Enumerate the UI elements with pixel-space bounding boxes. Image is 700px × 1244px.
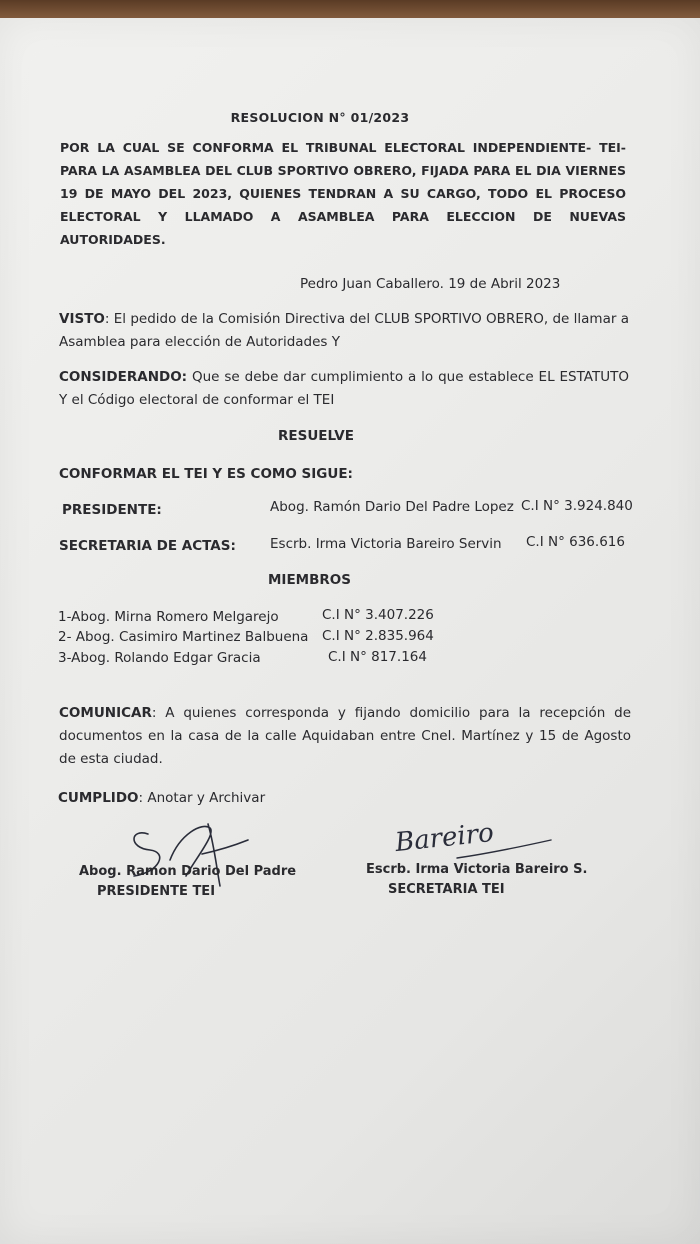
document-page <box>0 18 700 1244</box>
signature-left-name: Abog. Ramon Dario Del Padre <box>79 864 297 879</box>
signature-right-scribble: Bareiro <box>393 817 496 859</box>
presidente-label: PRESIDENTE: <box>62 502 162 518</box>
place-date: Pedro Juan Caballero. 19 de Abril 2023 <box>300 276 561 292</box>
signature-right-role: SECRETARIA TEI <box>388 882 505 897</box>
miembro-1-name: 1-Abog. Mirna Romero Melgarejo <box>58 609 279 625</box>
signature-right-flourish <box>455 832 555 862</box>
comunicar-label: COMUNICAR <box>59 705 152 721</box>
miembro-2-ci: C.I N° 2.835.964 <box>322 628 434 644</box>
signature-right-name: Escrb. Irma Victoria Bareiro S. <box>366 862 588 877</box>
cumplido-text: : Anotar y Archivar <box>138 790 266 806</box>
miembro-2-name: 2- Abog. Casimiro Martinez Balbuena <box>58 629 309 645</box>
resuelve-heading: RESUELVE <box>278 428 354 444</box>
comunicar-paragraph <box>59 702 631 771</box>
considerando-label: CONSIDERANDO: <box>59 369 188 385</box>
miembro-3-ci: C.I N° 817.164 <box>328 649 427 665</box>
visto-label: VISTO <box>59 311 105 327</box>
miembro-3-name: 3-Abog. Rolando Edgar Gracia <box>58 650 261 666</box>
secretaria-ci: C.I N° 636.616 <box>526 534 625 550</box>
conformar-heading: CONFORMAR EL TEI Y ES COMO SIGUE: <box>59 466 353 482</box>
visto-text: : El pedido de la Comisión Directiva del CLUB SPORTIVO OBRERO, de llamar a Asamblea para elección de Autoridades Y <box>59 311 629 350</box>
cumplido-label: CUMPLIDO <box>58 790 139 806</box>
signature-left-role: PRESIDENTE TEI <box>97 884 216 899</box>
secretaria-name: Escrb. Irma Victoria Bareiro Servin <box>270 536 502 552</box>
cumplido-line <box>58 788 265 808</box>
considerando-paragraph <box>59 366 629 412</box>
presidente-name: Abog. Ramón Dario Del Padre Lopez <box>270 499 514 515</box>
miembros-heading: MIEMBROS <box>268 572 351 588</box>
visto-paragraph <box>59 308 629 354</box>
considerando-text: Que se debe dar cumplimiento a lo que establece EL ESTATUTO Y el Código electoral de conformar el TEI <box>59 369 629 408</box>
miembro-1-ci: C.I N° 3.407.226 <box>322 607 434 623</box>
comunicar-text: : A quienes corresponda y fijando domicilio para la recepción de documentos en la casa de la calle Aquidaban entre Cnel. Martínez y 15 de Agosto de esta ciudad. <box>59 705 631 767</box>
resolution-title: RESOLUCION N° 01/2023 <box>230 110 410 125</box>
resolution-heading: POR LA CUAL SE CONFORMA EL TRIBUNAL ELECTORAL INDEPENDIENTE- TEI- PARA LA ASAMBLEA DEL CLUB SPORTIVO OBRERO, FIJADA PARA EL DIA VIERNES 19 DE MAYO DEL 2023, QUIENES TENDRAN A SU CARGO, TODO EL PROCESO ELECTORAL Y LLAMADO A ASAMBLEA PARA ELECCION DE NUEVAS AUTORIDADES. <box>60 140 626 247</box>
secretaria-label: SECRETARIA DE ACTAS: <box>59 538 236 554</box>
presidente-ci: C.I N° 3.924.840 <box>521 498 633 514</box>
